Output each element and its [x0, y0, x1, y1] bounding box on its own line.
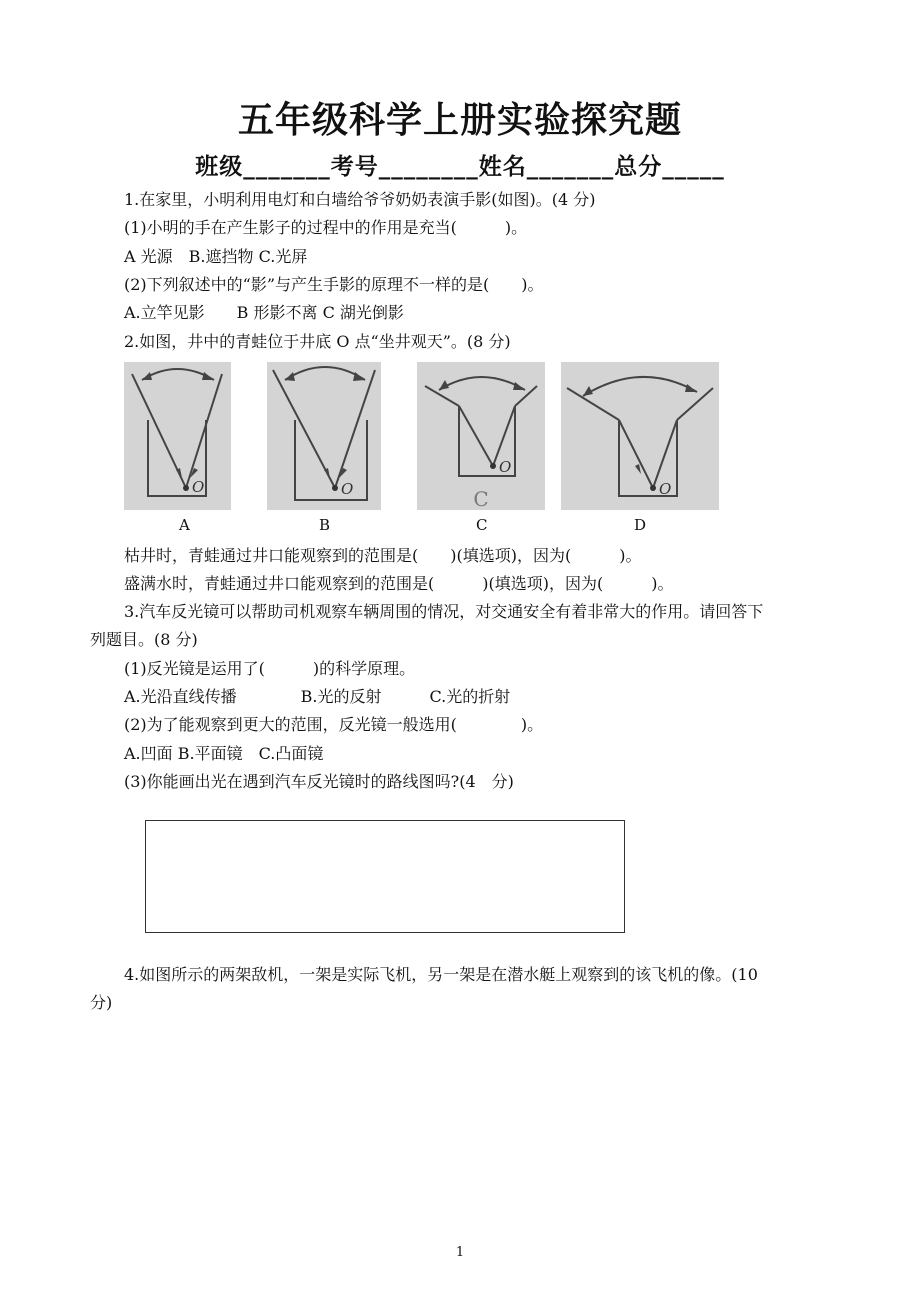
header-fields: 班级_______考号________姓名_______总分_____	[195, 154, 725, 180]
q3-part1-options: A.光沿直线传播 B.光的反射 C.光的折射	[124, 687, 511, 706]
figure-label-b: B	[319, 516, 331, 534]
q2-full-well: 盛满水时，青蛙通过井口能观察到的范围是( )(填选项)，因为( )。	[124, 574, 674, 593]
well-figure-c	[417, 362, 545, 510]
q1-part2-options: A.立竿见影 B 形影不离 C 湖光倒影	[124, 303, 404, 322]
q2-stem: 2.如图，井中的青蛙位于井底 O 点“坐井观天”。(8 分)	[124, 332, 511, 351]
q3-part2: (2)为了能观察到更大的范围，反光镜一般选用( )。	[124, 715, 544, 734]
q1-stem: 1.在家里，小明利用电灯和白墙给爷爷奶奶表演手影(如图)。(4 分)	[124, 190, 596, 209]
drawing-answer-box[interactable]	[145, 820, 625, 933]
figure-label-d: D	[634, 516, 647, 534]
q3-part1: (1)反光镜是运用了( )的科学原理。	[124, 659, 416, 678]
point-o-label: O	[192, 478, 205, 496]
q3-stem-cont: 列题目。(8 分)	[90, 630, 198, 649]
point-o-label: O	[659, 480, 672, 498]
q1-part1-options: A 光源 B.遮挡物 C.光屏	[124, 247, 308, 266]
page-title: 五年级科学上册实验探究题	[237, 100, 682, 141]
point-o-label: O	[341, 480, 354, 498]
q3-part2-options: A.凹面 B.平面镜 C.凸面镜	[124, 744, 324, 763]
figure-c-inner-label: C	[473, 487, 489, 510]
q1-part1: (1)小明的手在产生影子的过程中的作用是充当( )。	[124, 218, 528, 237]
figure-label-c: C	[476, 516, 488, 534]
q3-part3: (3)你能画出光在遇到汽车反光镜时的路线图吗?(4 分)	[124, 772, 514, 791]
q3-stem: 3.汽车反光镜可以帮助司机观察车辆周围的情况，对交通安全有着非常大的作用。请回答下	[124, 602, 764, 621]
q4-stem-cont: 分)	[90, 993, 113, 1012]
page-number: 1	[455, 1245, 465, 1260]
well-figure-a	[124, 362, 231, 510]
well-figure-d	[561, 362, 719, 510]
q1-part2: (2)下列叙述中的“影”与产生手影的原理不一样的是( )。	[124, 275, 544, 294]
point-o-label: O	[499, 458, 512, 476]
figure-label-a: A	[179, 516, 190, 534]
q2-dry-well: 枯井时，青蛙通过井口能观察到的范围是( )(填选项)，因为( )。	[124, 546, 642, 565]
q4-stem: 4.如图所示的两架敌机，一架是实际飞机，另一架是在潜水艇上观察到的该飞机的像。(10	[124, 965, 758, 984]
well-figure-b	[267, 362, 381, 510]
